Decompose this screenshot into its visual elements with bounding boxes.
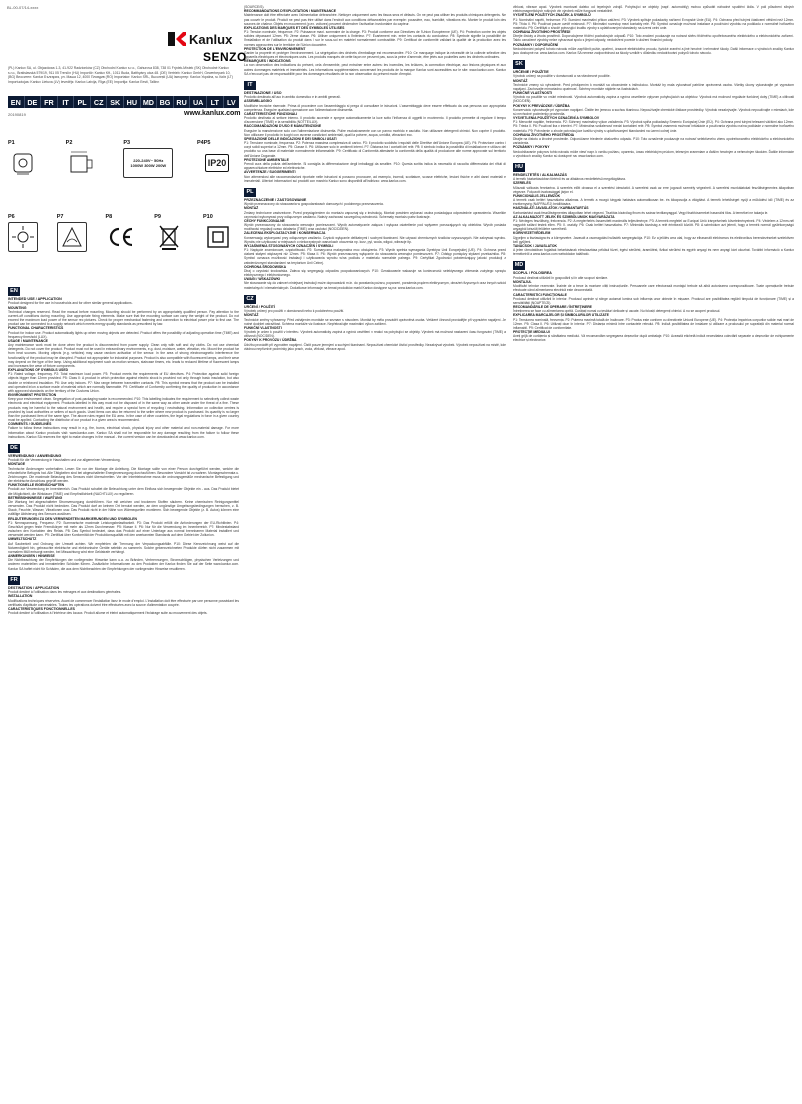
website-link[interactable]: www.kanlux.com [184, 110, 241, 117]
pl-mounting-title: MONTAŻ [244, 206, 259, 211]
class-ii-icon [203, 222, 233, 252]
pl-environment-title: OCHRONA ŚRODOWISKA [244, 264, 287, 269]
sk-comments-title: POZNÁMKY / POKYNY [513, 145, 550, 150]
lang-lv: LV [226, 97, 236, 107]
sk-p6: Dbajte na čistotu a životné prostredie. Odporúčame triedenie obalového odpadu. P10: Toto označenie poukazuje na nutnosť selektívneho zberu opotrebovaného elektrického a elektronického zariadenia. [513, 137, 794, 146]
pictogram-p1: P1 [8, 140, 44, 178]
cz-p6: Dbejte čistoty a života prostředí. Doporučujeme třídění poobalových odpadů. P10: Toto značení poukazuje na nutnost sběru tříděného opotřebovaného elektrického a elektronického zařízení. Takto označené výrobky nelze vyhazovat spolu s jinými odpady, nedodržení povede k uložení finanční pokuty. [513, 34, 794, 43]
en-usage-title: USAGE / MAINTENANCE [8, 338, 48, 343]
pictogram-p10: P10 [203, 214, 239, 252]
en-functional-title: FUNCTIONAL CHARACTERISTICS [8, 326, 64, 331]
it-p4: Eseguire la manutenzione solo con l'alimentazione disinserita. Pulire esclusivamente con un panno morbido e asciutto. Non utilizzare detergenti chimici. Non coprire il prodotto. Non utilizzare il prodotto in luoghi con avverse condizioni ambientali, quali la polvere, acqua, umidità, vibrazioni ecc. [244, 128, 506, 137]
pictogram-p4p5: P4P5 IP20 [197, 140, 239, 178]
pictogram-row-1 [8, 140, 239, 178]
cz-p2: Technické změny vyhrazeny. Před zahájením montáže se seznam s návodem. Montáž by měla provádět oprávněná osoba. Veškeré činnosti provádějte při vypnutém napájení. Je nutné dodržet ostražitost. Schéma montáže viz ilustrace. Nepřekračujte maximální výkon zatížení. [244, 317, 506, 326]
hu-environment-title: KÖRNYEZETVÉDELEM [513, 231, 551, 236]
pictogram-p8: P8 [106, 214, 142, 252]
cz-cont-head: vlhkost, vibrace apod. Výrobek montovat daleko od tepelných zdrojů. Pohybující se objekty (např. automobily) mohou způsobit náhodné spuštění čidla. V poli působení silných elektromagnetických rušivých vln výrobek může fungovat nestabilně. [513, 5, 794, 14]
daylight-sensor-icon [8, 222, 38, 252]
en-mounting-title: MOUNTING [8, 305, 27, 310]
section-badge-de: DE [8, 444, 20, 453]
product-name: SENZO [203, 50, 247, 64]
pl-usage-title: ZALECENIA EKSPLOATACYJNE / KONSERWACJA [244, 231, 326, 236]
fr-p1: Produit destiné à l'utilisation dans les ménages et aux destinations générales. [8, 590, 122, 595]
fr-p7: La non observation des indications du présent, cela d'ensemble, peut entraîner entre autres: les incendies, les brûlures, la commotion électrique, aux lésions physiques et aux autres dommages matériels et immatériels. Les informations supplémentaires concernant les produits de la marque Kanlux sont accessibles sur le site: www.kanlux.com. Kanlux SA n'encourt pas de responsabilité pour les dommages résultants de la non observation du présent mode d'emploi. [244, 63, 506, 76]
fr-cont-head: (SOURCE/S). [244, 5, 265, 9]
fr-p2: Modifications techniques réservées. Avant de commencer l'installation lisez le mode d'emploi. L'installation doit être effectuée par une personne possédant les certificats d'aptitude convenables. Toutes les opérations doivent être effectuées avec la source d'alimentation coupée. [8, 598, 239, 607]
kanlux-logo [166, 28, 238, 50]
cz-environment-title: OCHRANA ŽIVOTNÍHO PROSTŘEDÍ [513, 29, 571, 34]
section-badge-fr: FR [8, 576, 20, 585]
md-title: SCOPUL / FOLOSIREA [513, 271, 552, 276]
cz-title: URČENÍ / POUŽITÍ [244, 304, 275, 309]
fr-functional-title: CARACTERISTIQUES FONCTIONNELLES [8, 606, 75, 611]
it-symbols-title: SPIEGAZIONE DELLE INDICAZIONI E DEI SIMBOLI USATI [244, 136, 337, 141]
hu-mounting-title: SZERELÉS [513, 181, 531, 186]
en-title: INTENDED USE / APPLICATION [8, 297, 62, 301]
en-p6: Keep your environment clean. Segregation of post-packaging waste is recommended. P10: This labelling indicates the requirement to selectively collect waste electronic and electrical equipment. Products labelled in this way must not be disposed of in the same way as other waste under the threat of a fine. These products may be harmful to the natural environment and health, and require a special form of recycling / neutralising. Information on collection centres is provided by local authorities or sellers of such goods. Used items can also be returned to the seller where new product is purchased. Its quantity is no larger than the purchased item of the same type. The above rules regard the EU area. In the case of other countries, the legal regulations in force in a given country must be applied. Contacting the distributor of our product in a given area is recommended. [8, 397, 239, 423]
pl-p2: Zmiany techniczne zastrzeżone. Przed przystąpieniem do montażu zapoznaj się z instrukcją. Montaż powinien wykonać osoba posiadająca odpowiednie uprawnienia. Wszelkie czynności wykonywać przy odłączonym zasilaniu. Należy zachować szczególną ostrożność. Schematy montażu patrz ilustracje. [244, 210, 506, 219]
it-environment-title: PROTEZIONE AMBIENTALE [244, 157, 289, 162]
section-badge-it: IT [244, 81, 256, 90]
it-functional-title: CARATTERISTICHE FUNZIONALI [244, 111, 298, 116]
cz-comments-title: POZNÁMKY / DOPORUČENÍ [513, 42, 559, 47]
lang-de: DE [25, 96, 42, 108]
fr-comments-title: REMARQUES / INDICATIONS [244, 59, 291, 64]
md-p4: Întreținerea se face cu alimentarea oprită. Curățați numai cu țesături delicate și uscate. Nu folosiți detergenți chimici. A nu se acoperi produsul. [513, 309, 721, 314]
md-environment-title: PROTECȚIE MEDIULUI [513, 330, 550, 335]
it-comments-title: AVVERTENZE / SUGGERIMENTI [244, 170, 296, 175]
md-functional-title: CARACTERISTICI FUNCȚIONALE [513, 292, 567, 297]
column-1 [8, 282, 239, 1100]
lang-sk: SK [107, 96, 124, 108]
cz-usage-title: POKYNY K PROVOZU / ÚDRŽBA [244, 338, 297, 343]
pl-p5: P1: Napięcie znamionowe, częstotliwość. P2: Sumaryczna maksymalna moc obciążenia. P3: Wyrób spełnia wymagania Dyrektyw Unii Europejskiej (UE). P4: Ochrona przed ciałami stałymi większymi niż 12mm. P5: Klasa II. P6: Wyrób przeznaczony wyłącznie do stosowania wewnątrz pomieszczeń. P7: Odstęp pomiędzy stykami przekaźnika. P8: Symbol oznacza możliwość instalacji i użytkowania wyrobu w/na podłożu z materiału normalnie palnego. P9: Certyfikat Zgodności potwierdzający jakość produkcji z zatwierdzonymi standardami na terytorium Unii Celnej. [244, 248, 506, 265]
it-p7: Non attenendosi alle raccomandazioni riportate nelle istruzioni si possono provocare, ad esempio, incendi, scottature, scosse elettriche, lesioni fisiche e altri danni materiali e immateriali. Ulteriori informazioni sui prodotti con marchio Kanlux sono disponibili all'indirizzo: www.kanlux.com. [244, 174, 506, 183]
pl-comments-title: UWAGI / WSKAZÓWKI [244, 277, 280, 282]
ip-rating-icon: IP20 [197, 148, 237, 178]
section-badge-cz: CZ [244, 295, 256, 304]
md-p3: Produsul destinat utilizării în interior. Produsul aprinde și stinge automat lumina sub influența unor obiecte în mișcare. Produsul are posibilitatea reglării timpului de funcționare (TIME) și a sensibilității (NOAPTE/ZI). [513, 296, 794, 305]
pl-symbols-title: WYJAŚNIENIA STOSOWANYCH OZNACZEŃ I SYMBOLI [244, 243, 334, 248]
sk-p1: Výrobok určený na použitie v domácnosti a na všeobecné použitie. [513, 74, 611, 79]
section-badge-en: EN [8, 287, 20, 296]
fr-symbols-title: EXPLICATIONS DES MARQUES ET DES SYMBOLES UTILISES [244, 25, 345, 30]
sensor-range-icon: 220-240V~ 50Hz 1000W 300W 200W [123, 148, 173, 178]
hu-functional-title: FUNKCIONÁLIS JELLEMZŐK [513, 193, 561, 198]
hu-p3: A termék csak beltéri használatra alkalmas. A termék a mozgó tárgyak hatására automatikusan be- és kikapcsolja a világítást. A termék lehetőséget nyújt a működési idő (TIME) és az érzékenység (NAPPAL/ÉJ) beállítására. [513, 198, 794, 207]
md-p5: P1: Tensiunea nominală, frecvența. P2: Puterea maximă totală de încărcare. P3: Produs este conform cu directivele Uniunii Europene (UE). P4: Protecția împotriva corpurilor solide mai mari de 12mm. P5: Clasa II. P6: Utilizați doar în interior. P7: Distanța minimă între contactele releului. P8: Indică posibilitatea de instalare și utilizare a produsului pe suprafață din material normal inflamabil. P9: Certificat de conformitate. [513, 317, 794, 330]
en-environment-title: ENVIRONMENT PROTECTION [8, 393, 57, 398]
section-badge-md: MD [514, 262, 524, 269]
column-2 [244, 5, 506, 1101]
lamp-sketch-icon [8, 148, 38, 178]
document-code: BL-00-07/14-xxxx [7, 5, 39, 10]
md-p1: Produsul destinat utilizării în gospodării și în alte scopuri similare. [513, 275, 609, 280]
cz-p5: P1: Nominální napětí, frekvence. P2: Sumární maximální příkon zatížení. P3: Výrobek splňuje požadavky nařízení Evropské Unie (EU). P4: Ochrana před tuhými částicemi většími než 12mm. P5: Třída II. P6: Používat pouze uvnitř místností. P7: Minimální rozestup mezi kontakty relé. P8: Symbol označuje možnost instalace a používání výrobku na podkladu z normálně hořlavého materiálu. P9: Certifikát o shodě potvrzující kvalitu výroby s uplatňovanými standardy na území celní unie. [513, 17, 794, 30]
it-title: DESTINAZIONE / USO [244, 90, 282, 95]
de-p1: Produkt für die Verwendung in Haushalten und zur allgemeinen Verwendung. [8, 458, 121, 463]
sk-p7: Nedodržiavanie pokynov tohto návodu môže viesť napr. k vzniku požiaru, opareniu, úrazu elektrickým prúdom, telesným zraneniam a ďalším hmotným a nehmotným škodám. Ďalšie informácie o výrobkoch značky Kanlux sú dostupné na: www.kanlux.com. [513, 149, 794, 158]
sk-environment-title: OCHRANA ŽIVOTNÉHO PROSTREDIA [513, 132, 575, 137]
de-p2: Technische Änderungen vorbehalten. Lesen Sie vor der Montage die Anleitung. Die Montage sollte von einer Person durchgeführt werden, welche die erforderliche Befugnis hat. Alle Tätigkeiten sind bei abgeschalteter Energieversorgung durchzuführen. Besondere Vorsicht ist zu wahren. Montageschemata u. Zeichnungen. Die maximale Belastung des Sensors nicht überschreiten. Vor der Inbetriebnahme muss die ordnungsgemäße mechanische Befestigung und der elektrische Anschluss geprüft werden. [8, 466, 239, 484]
svg-text:Kanlux: Kanlux [189, 32, 233, 47]
section-badge-pl: PL [244, 188, 256, 197]
fr-title: DESTINATION / APPLICATION [8, 585, 60, 590]
it-p3: Prodotto destinato al settore interno. Il prodotto accende e spegne automaticamente la luce sotto l'influenza di oggetti in movimento. Il prodotto permette di regolare il tempo d'accensione (TIME) e la sensibilità (NOTTE/LUX). [244, 116, 506, 125]
pl-p1: Wyrób przeznaczony do stosowania w gospodarstwach domowych i podobnego przeznaczenia. [244, 202, 384, 207]
date-code: 20190819 [8, 112, 26, 117]
lang-ru: RU [174, 96, 191, 108]
de-symbols-title: ERLÄUTERUNGEN ZU DEN VERWENDETEN MARKIERUNGEN UND SYMBOLEN [8, 516, 137, 521]
en-p2: Technical changes reserved. Read the manual before mounting. Mounting should be performed by an appropriately qualified person. Pay attention to the current-off conditions during mounting. Use appropriate fixing elements. Make sure that the mounting surface can carry the weight of the product. Do not exceed the maximum load power of the sensor rec pictures. Check for proper mechanical fastening and connection to electrical power prior to first use. The product can be connected to a supply network which meets energy quality standards as prescribed by law. [8, 309, 239, 327]
it-p2: Modifiche tecniche riservate. Prima di procedere con l'assemblaggio si prega di consultare le istruzioni. L'assemblaggio deve essere effettuato da una persona con appropriata competenza. Eseguire qualsiasi operazione con l'alimentazione disinserita. [244, 103, 506, 112]
hu-p2: Műszaki változás fenntartva. A szerelés előtt olvassa el a szerelési útmutatót. A szerelést csak az erre jogosult személy végezheti. A szerelési munkálatokat feszültségmentes állapotban végezze. Fokozott óvatossággal járjon el. [513, 185, 794, 194]
it-p5: P1: Tensione nominale, frequenza. P2: Potenza massima complessiva di carico. P3: Il prodotto soddisfa i requisiti delle Direttive dell'Unione Europea (UE). P4: Protezione contro i corpi solidi superiori a 12mm. P5: Classe II. P6: Utilizzare solo in ambienti interni. P7: Distanza tra i contatti del relè. P8: Il simbolo indica la possibilità di installazione e utilizzo del prodotto su una base di materiale normalmente infiammabile. P9: Certificato di Conformità attestante la conformità della qualità di produzione alle norme approvate sul territorio dell'Unione Doganale. [244, 141, 506, 158]
lang-en: EN [8, 96, 25, 108]
md-p6: Aveți grijă de curățenia și sănătatea mediului. Vă recomandăm segregarea deșeurilor după ambalaje. P10: Această etichetă indică necesitatea colectării separate a deșeurilor de echipamente electrice și electronice. [513, 334, 794, 343]
en-p3: Product for indoor use. Product automatically lights up when moving objects are detected. Product offers the possibility of adjusting operation time (TIME) and frequency threshold (LUX). [8, 330, 239, 339]
cz-mounting-title: MONTÁŽ [244, 313, 259, 318]
de-p3: Produkt zur Verwendung im Innenbereich. Das Produkt schaltet die Beleuchtung unter dem Einfluss sich bewegender Objekte ein - aus. Das Produkt bietet die Möglichkeit, die Wirkdauer (TIME) und Empfindlichkeit (NACHTLUX) zu regulieren. [8, 487, 239, 496]
lang-lt: LT [207, 96, 224, 108]
pictogram-p2: P2 [66, 140, 102, 178]
it-p1: Prodotto destinato all'uso in ambito domestico e in ambiti generali. [244, 95, 341, 100]
md-usage-title: RECOMANDĂRILE DE OPERARE / ÎNTREȚINERE [513, 305, 592, 310]
lang-ua: UA [190, 96, 207, 108]
cz-p4: Údržbu provádět při vypnutém napájení. Čistit pouze jemnými a suchými tkaninami. Nepoužívat chemické čistící prostředky. Nezakrývat výrobek. Výrobek nepoužívat na místě, kde vládnou nepříznivé podmínky jako prach, voda, vlhkost, vibrace apod. [244, 342, 506, 351]
sk-p2: Technické zmeny sú vyhradené. Pred pristúpením k montáži sa oboznámte s inštrukciou. Montáž by mala vykonávať patrične oprávnená osoba. Všetky úkony vykonávajte pri vypnutom napájaní. Zachovajte mimoriadnu opatrnosť. Schémy montáže nájdete na ilustráciách. [513, 82, 794, 91]
hu-comments-title: TANÁCSOK / JAVASLATOK [513, 243, 557, 248]
weee-bin-icon [154, 222, 184, 252]
hu-p5: P1: Névleges feszültség, frekvencia. P2: A megterhelés összesített maximális teljesítménye. P3: A termék megfelel az Európai Unió irányelveinek követelményeinek. P4: Védelem a 12mm-nél nagyobb szilárd testek ellen. P5: II. osztály. P6: Csak beltéri használatra. P7: Minimális távolság a relé érintkezői között. P8: A szimbólum azt jelenti, hogy a termék normál gyúlékonyságú anyagból készült felületre szerelhető. [513, 218, 794, 232]
column-3 [513, 5, 794, 1101]
lang-bg: BG [157, 96, 174, 108]
hu-symbols-title: AZ ALKALMAZOTT JELEK ÉS SZIMBÓLUMOK MAGYARÁZATA [513, 214, 615, 219]
en-comments-title: COMMENTS / GUIDELINES [8, 422, 52, 427]
fr-p6: Garder la propreté et protéger l'environnement. La ségrégation des déchets d'emballage est recommandée. P10: Ce marquage indique la nécessité de la collecte sélective des appareils électriques et électroniques usés. Les produits marqués de cette façon ne peuvent pas, sous la peine d'amende, être jetés aux poubelles avec les déchets ordinaires. [244, 50, 506, 60]
lang-cz: CZ [91, 96, 108, 108]
section-badge-sk: SK [513, 60, 525, 69]
pl-functional-title: CECHY FUNKCJONALNE [244, 218, 285, 223]
pl-p3: Wyrób przeznaczony do stosowania wewnątrz pomieszczeń. Wyrób automatycznie załącza i wyłącza oświetlenie pod wpływem poruszających się obiektów. Wyrób posiada możliwość regulacji czasu działania (TIME) oraz czułości (NOC/DZIEŃ). [244, 223, 506, 232]
lang-pl: PL [74, 96, 91, 108]
pictogram-p7: P7 [57, 214, 93, 252]
hu-p1: A termék háztartásokban történő és az általános rendeltetésű megvilágításra. [513, 177, 626, 182]
kanlux-logo-icon [166, 28, 238, 50]
de-p6: Auf Sauberkeit und Ordnung der Umwelt achten. Wir empfehlen die Trennung der Verpackungsabfälle. P10: Diese Kennzeichnung weist auf die Notwendigkeit hin, gebrauchte elektrische und elektronische Geräte selektiv zu sammeln. Solche gekennzeichneten Produkte dürfen nicht zusammen mit normalem Müll entsorgt werden, bei Missachtung wird eine Geldstrafe verhängt. [8, 541, 239, 554]
pictogram-row-2 [8, 214, 239, 252]
hu-title: RENDELTETÉS / ALKALMAZÁS [513, 172, 567, 177]
cz-p1: Výrobek určený pro použití v domácnosti nebo k podobnému použití. [244, 309, 345, 314]
sk-p3: Výrobok na použitie vo vnútri miestností. Výrobok automaticky zapína a vypína osvetlenie vplyvom pohybujúcich sa objektov. Výrobok má možnosť regulácie funkčnej doby (TIME) a citlivosti (NOC/DEŇ). [513, 95, 794, 104]
fr-environment-title: PROTECTION DE L'ENVIRONNEMENT [244, 46, 306, 51]
it-mounting-title: ASSEMBLAGGIO [244, 99, 272, 104]
de-p7: Die Nichtbeachtung der Empfehlungen der vorliegenden Hinweise kann u.a. zu Bränden, Verbrennungen, Stromschlägen, physischen Verletzungen und anderen materiellen und immateriellen Schäden führen. Zusätzliche Informationen zu den Produkten der Kanlux finden Sie auf der Seite www.kanlux.com. Kanlux SA haftet nicht für Schäden, die aus dem Nichtbeachten der Empfehlungen der vorliegenden Hinweise resultieren. [8, 558, 239, 571]
de-p5: P1: Nennspannung, Frequenz. P2: Summarische maximale Leistungsbelastbarkeit. P3: Das Produkt erfüllt die Anforderungen der EU-Richtlinien. P4: Geschützt gegen feste Fremdkörper mit mehr als 12mm Durchmesser. P5: Klasse II. P6: Nur für die Verwendung im Innenbereich. P7: Mindestabstand zwischen den Kontakten des Relais. P8: Das Symbol bedeutet, dass das Produkt auf einer Unterlage aus normal brennbarem Material installiert und verwendet werden kann. P9: Zertifikat über Konformität der Produktionsqualität mit den anerkannten Standards auf dem Gebiet der Zollunion. [8, 520, 239, 538]
section-badge-hu: HU [513, 163, 525, 172]
en-p5: P1: Rated voltage, frequency. P2: Total maximum load power. P3: Product meets the requirements of EU directives. P4: Protection against solid foreign objects bigger than 12mm provided. P5: Class II: A product in which protection against electric shock is provided not only through basic insulation, but also double or reinforced insulation. P6: Use only indoors. P7: Max range between transmitter contacts. P8: This symbol means that the product can be installed and operated in/on a surface made of material which are normally flammable. P9: Certificate of Conformity confirming the quality of production in accordance with approved standards on the territory of the Customs Union. [8, 372, 239, 393]
de-usage-title: BETRIEBSHINWEISE / WARTUNG [8, 495, 63, 500]
fr-p3: Produit destiné à l'utilisation à l'intérieur des locaux. Produit allume et éteint automatiquement l'éclairage suite au mouvement des objets. [8, 611, 208, 616]
ce-mark-icon [106, 222, 136, 252]
lang-md: MD [141, 96, 158, 108]
hu-usage-title: HASZNÁLATI JAVASLATOK / KARBANTARTÁS [513, 206, 589, 211]
cz-symbols-title: VYSVĚTLENÍ POUŽITÝCH ZNAČEK A SYMBOLŮ [513, 13, 591, 18]
sk-functional-title: FUNKČNÉ VLASTNOSTI [513, 91, 552, 96]
en-symbols-title: EXPLANATIONS OF SYMBOLS USED [8, 368, 69, 373]
de-p4: Die Wartung bei abgeschalteter Stromversorgung durchführen. Nur mit weichen und trockenen Stoffen säubern. Keine chemischen Reinigungsmittel verwenden. Das Produkt nicht bedecken. Das Produkt darf an keinem Ort benutzt werden, an dem ungünstige Umgebungsbedingungen herrschen, z. B. Staub, Feuchte, Wasser, Vibrationen usw. Das Produkt nicht in der Nähe von Wärmequellen montieren. Sich bewegende Objekte (z. B. Autos) können eine zufällige Aktivierung des Sensors auslösen. [8, 499, 239, 517]
en-p1: Product designed for the use in households and for other similar general applications. [8, 301, 133, 306]
de-comments-title: ANMERKUNGEN / HINWEISE [8, 554, 55, 559]
sk-p4: Konzerváciu vykonávajte pri vypnutom napájaní. Čistite len jemnou a suchou tkaninou. Nepoužívajte chemické čistiace prostriedky. Výrobok nezakrývajte. Výrobok nepoužívajte v miestach, kde sú nevhodné podmienky prostredia. [513, 107, 794, 116]
it-p6: Prendi cura della pulizia dell'ambiente. Si consiglia la differenziazione degli imballaggi da smaltire. P10: Questa scritta indica la necessità di raccolta differenziata dei rifiuti di apparecchiature elettriche ed elettroniche. [244, 161, 506, 171]
sk-p5: P1: Menovité napätie, frekvencia. P2: Súhrnný maximálny výkon zaťaženia. P3: Výrobok spĺňa požiadavky Smerníc Európskej Únie (EÚ). P4: Ochrana pred tuhými telesami väčšími ako 12mm. P5: Trieda II. P6: Používať iba v interiéri. P7: Minimálna vzdialenosť medzi kontaktmi relé. P8: Symbol znamená možnosť inštalácie a používania výrobku na/na podklade z normálne horľavého materiálu. P9: Potvrdenie o zhode potvrdzujúce kvalitu výroby s uplatňovanými štandardmi na území colnej únie. [513, 120, 794, 133]
fr-usage-title: RECOMMANDATIONS D'EXPLOITATION / MAINTENANCE [244, 9, 336, 14]
sk-symbols-title: VYSVETLENIA POUŽITÝCH OZNAČENÍ A SYMBOLOV [513, 116, 600, 121]
it-usage-title: RACCOMANDAZIONI D'USO E MANUTENZIONE [244, 124, 322, 129]
pl-p7: Nie stosowanie się do zaleceń niniejszej instrukcji może doprowadzić m.in. do powstania pożaru, poparzeń, porażenia prądem elektrycznym, obrażeń fizycznych oraz innych szkód materialnych i niematerialnych. Dodatkowe informacje na temat produktów marki Kanlux dostępne są na: www.kanlux.com. [244, 281, 506, 290]
hu-p6: Ügyeljen a tisztaságra és a környezetre. Javasolt a csomagolási hulladék szegregációja. P10: Ez a jelölés arra utal, hogy az elhasznált elektromos és elektronikus berendezéseket szelektíven kell gyűjteni. [513, 235, 794, 244]
hu-p4: Karbantartást csak feszültségmentes állapotban lehet végezni. Tisztítás kizárólag finom és száraz textilanyaggal. Vegyi tisztítószereket használni tilos. A terméket ne takarja le. [513, 210, 769, 215]
sk-mounting-title: MONTÁŽ [513, 78, 528, 83]
sensor-angle-icon [57, 222, 87, 252]
cz-p3: Výrobek je určen k použití v interiéru. Výrobek automaticky zapíná a vypíná osvětlení v reakci na pohybující se objekty. Výrobek má možnost nastavení času fungování (TIME) a citlivosti (NOC/DEN). [244, 330, 506, 339]
cz-functional-title: FUNKČNÍ VLASTNOSTI [244, 325, 282, 330]
fr-mounting-title: INSTALLATION [8, 594, 33, 599]
language-bar [8, 96, 239, 108]
en-p4: Any maintenance work must be done when the product is disconnected from power supply. Clean only with soft and dry cloths. Do not use chemical detergents. Do not cover the product. Product must not be used in extraordinary environments, e.g. dust, moisture, water, vibration, etc. Mount the product far from heat sources. Moving objects (e.g. vehicles) may cause random activation of the sensor. In the area of strong electromagnetic interference the functionality of the product may be disrupted. Product not appropriate for industrial purposes. Product is also compatible with fluorescent lamps, and their wear may depend on the type of the lamp. Using additional equipment such as motion sensors, staircase timers, etc. leads to reduced lifetime of fluorescent lamps and increases the wear of fixture components. [8, 343, 239, 368]
sk-title: URČENIE / POUŽITIE [513, 70, 549, 75]
lang-it: IT [58, 96, 75, 108]
de-functional-title: FUNKTIONELLE EIGENSCHAFTEN [8, 483, 65, 488]
pl-p6: Dbaj o czystość środowiska. Zaleca się segregację odpadów poopakowaniowych. P10: Oznakowanie wskazuje na konieczność selektywnego zbierania zużytego sprzętu elektrycznego i elektronicznego. [244, 268, 506, 278]
lamp-dimensions-icon [66, 148, 96, 178]
de-environment-title: UMWELTSCHUTZ [8, 537, 37, 542]
hu-p7: A jelen útmutatóban foglaltak betartásának elmulasztása például tüzet, égési sérülést, áramütést, fizikai sérülést és egyéb anyagi és nem anyagi kárt okozhat. További információ a Kanlux termékeiről a www.kanlux.com weboldalon található. [513, 248, 794, 257]
de-title: VERWENDUNG / ANWENDUNG [8, 453, 62, 458]
cz-p7: Nedodržování pokynů tohoto návodu může zapříčinit požár, opaření, úrazové elektrického proudu, fyzické zranění a jiné hmotné i nehmotné škody. Další informace o výrobcích značky Kanlux jsou dostupné na: www.kanlux.com. Kanlux SA nenese zodpovědnost za škody vzniklé v důsledku nedodržování pokynů tohoto návodu. [513, 46, 794, 55]
sk-usage-title: POKYNY K PREVÁDZKE / ÚDRŽBA [513, 103, 570, 108]
lang-hu: HU [124, 96, 141, 108]
pictogram-p3: P3 220-240V~ 50Hz 1000W 300W 200W [123, 140, 175, 178]
md-mounting-title: MONTAJUL [513, 280, 532, 285]
pictogram-p6: P6 [8, 214, 44, 252]
fr-p4: Maintenance doit être effectuée avec l'alimentation débranchée. Nettoyer uniquement avec les tissus secs et défauts. On ne peut pas utiliser les produits chimiques détergents. Ne pas couvrir le produit. Produit ne peut pas être utilisé dans l'endroit aux conditions défavorables par exemple: poussière, eau, humidité, vibrations etc. Monter le produit loin des sources de chaleur. Objets en mouvement (p.ex. voitures) peuvent déclencher l'activation involontaire du capteur. [244, 13, 506, 26]
md-symbols-title: EXPLICAREA MARCAJELOR ȘI SIMBOLURILOR UTILIZATE [513, 313, 609, 318]
lang-fr: FR [41, 96, 58, 108]
md-p2: Modificări tehnice rezervate. Înainte de a trece la montare citiți instrucțiunile. Persoanele care efectuează montajul trebuie să aibă autorizarea corespunzătoare. Toate operațiunile trebuie efectuate când alimentarea electrică este deconectată. [513, 284, 794, 293]
pictogram-p9: P9 [154, 214, 190, 252]
fr-p5: P1: Tension nominale, fréquence. P2: Puissance maxi. sommaire de la charge. P3: Produit conforme aux Directives de l'Union Européenne (UE). P4: Protection contre les objets solides dépassant 12mm. P5: 2ème classe. P6: Utiliser uniquement à l'intérieur. P7: Écartement min. entre les contacts du conducteur. P8: Symbole signifie la possibilité de l'installation et de l'utilisation du produit dans / sur le sous-sol en matériel normalement combustible. P9: Certificat de conformité validant la qualité de la production avec les normes approuvées sur le territoire de l'Union douanière. [244, 30, 506, 47]
de-mounting-title: MONTAGE [8, 462, 26, 467]
pl-title: PRZEZNACZENIE / ZASTOSOWANIE [244, 197, 307, 202]
pl-p4: Konserwację wykonywać przy odłączonym zasilaniu. Czyścić wyłącznie delikatnymi i suchymi tkaninami. Nie używać chemicznych środków czyszczących. Nie zakrywać wyrobu. Wyrobu nie użytkować w miejscach o niekorzystnych warunkach otoczenia np. kurz, pył, woda, wilgoć, wibracje itp. [244, 235, 506, 244]
en-p7: Failure to follow these instructions may result in e.g. fire, burns, electrical shock, physical injury and other material and non-material damage. For more information about Kanlux products visit: www.kanlux.com. Kanlux SA shall not be responsible for any damage resulting from the failure to follow these instructions. Kanlux SA reserves the right to make changes in the manual - the current version can be downloaded at www.kanlux.com. [8, 426, 239, 439]
address-block: (PL) Kanlux SA, ul. Objazdowa 1-3, 41-922 Radzionków (CZ) Obchodní Kanlux s.r.o., Gahurova 838, 738 01 Frýdek-Místek (SK) Obchodné Kanlux s.r.o., Bratislavská 579/19, 911 05 Trenčín (HU) Importőr: Kanlux Kft., 1011 Buda, Batthyány utca 48. (DE) Vertrieb: Kanlux GmbH, Gewerbepark 10, (BG) Вносител: Kanlux България, ул. Маша 12, 4000 Пловдив (RO) Importator: Kanlux SRL, București (UA) Імпортер: Kanlux Україна, м. Київ (LT) Importuotojas: Kanlux Lietuva (LV) Ievedējs: Kanlux Latvija, Rīga (EE) Importija: Kanlux Eesti, Tallinn [8, 66, 233, 84]
